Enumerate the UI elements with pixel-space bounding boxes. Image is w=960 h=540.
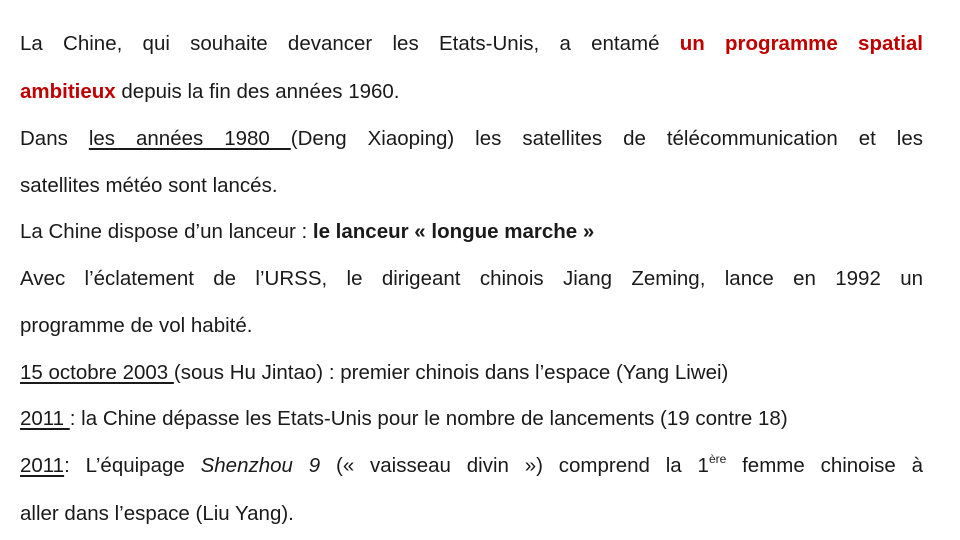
p7-ship: Shenzhou 9 [200,454,321,477]
p1-highlight: un programme spatial [679,32,923,55]
p1-text: La Chine, qui souhaite devancer les Etats-Unis, a entamé [20,32,680,55]
p4-line1: Avec l’éclatement de l’URSS, le dirigeant chinois Jiang Zeming, lance en 1992 un [20,267,923,290]
p7-text3: femme chinoise à [726,454,923,477]
p5-date: 15 octobre 2003 [20,361,174,384]
p1-line1 [20,32,923,56]
p3-text: La Chine dispose d’un lanceur : [20,220,313,243]
p2-post: (Deng Xiaoping) les satellites de télécommunication et les [290,127,923,150]
p7-line2: aller dans l’espace (Liu Yang). [20,502,294,525]
p1-text-2: depuis la fin des années 1960. [115,80,400,103]
p3-bold: le lanceur « longue marche » [312,220,595,243]
p7-text2: (« vaisseau divin ») comprend la 1 [320,454,709,477]
p1-line2 [20,80,923,104]
p5 [20,361,923,385]
p2-line2: satellites météo sont lancés. [20,174,278,197]
p1-highlight-2: ambitieux [20,80,116,103]
p6-text: : la Chine dépasse les Etats-Unis pour le nombre de lancements (19 contre 18) [69,407,788,430]
p7-sup: ère [708,452,727,466]
p2-pre: Dans [20,127,89,150]
p7-year: 2011 [20,454,65,477]
p2-underlined: les années 1980 [88,127,291,150]
p6-year: 2011 [20,407,70,430]
p7-text1: : L’équipage [64,454,201,477]
p4-line2: programme de vol habité. [20,314,253,337]
p5-text: (sous Hu Jintao) : premier chinois dans l’espace (Yang Liwei) [173,361,729,384]
p3 [20,220,923,244]
p2-line1 [20,127,923,151]
p6 [20,407,923,431]
p7-line1 [20,454,923,478]
